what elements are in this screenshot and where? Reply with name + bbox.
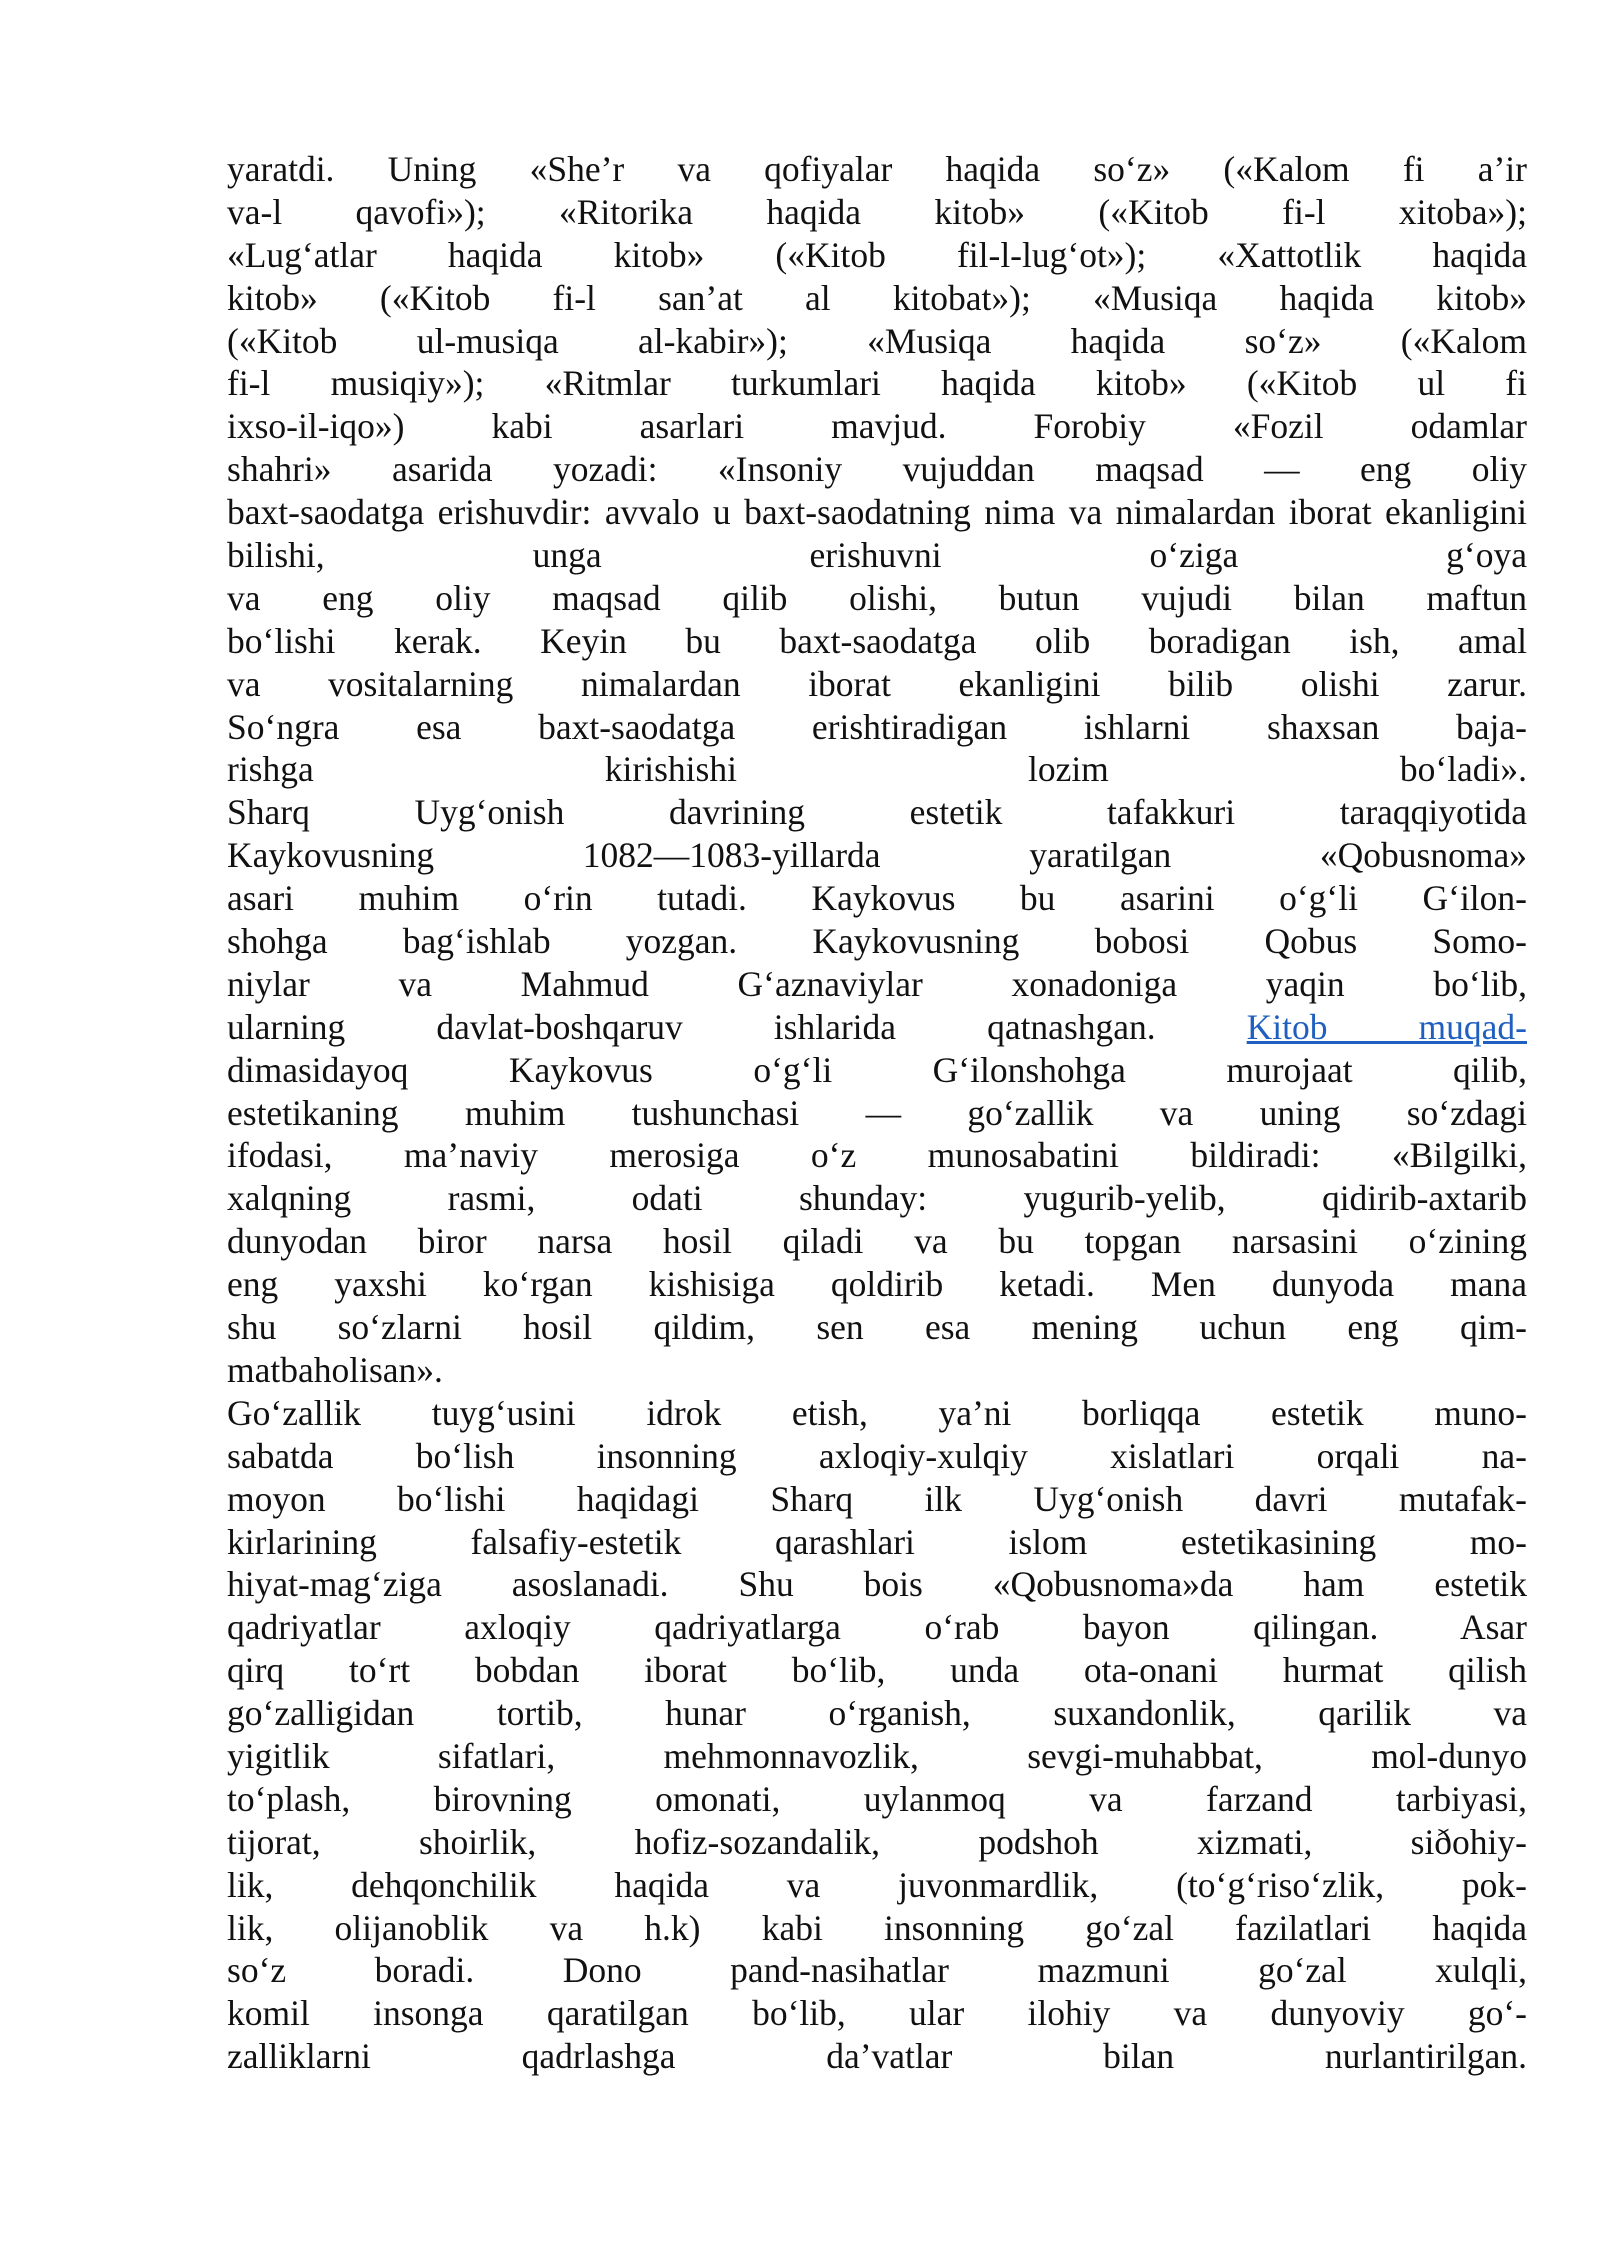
text-line: zalliklarni qadrlashga da’vatlar bilan nurlantirilgan. [227, 2036, 1527, 2077]
text-line: so‘z boradi. Dono pand-nasihatlar mazmuni go‘zal xulqli, [227, 1950, 1527, 1991]
text-line: rishga kirishishi lozim bo‘ladi». [227, 749, 1527, 790]
text-line: to‘plash, birovning omonati, uylanmoq va farzand tarbiyasi, [227, 1778, 1527, 1819]
text-line: So‘ngra esa baxt-saodatga erishtiradigan ishlarni shaxsan baja- [227, 706, 1527, 747]
text-line: fi-l musiqiy»); «Ritmlar turkumlari haqida kitob» («Kitob ul fi [227, 363, 1527, 404]
text-line: dunyodan biror narsa hosil qiladi va bu topgan narsasini o‘zining [227, 1221, 1527, 1262]
text-line: ixso-il-iqo») kabi asarlari mavjud. Forobiy «Fozil odamlar [227, 406, 1527, 447]
text-line: va vositalarning nimalardan iborat ekanligini bilib olishi zarur. [227, 663, 1527, 704]
text-line: bo‘lishi kerak. Keyin bu baxt-saodatga olib boradigan ish, amal [227, 620, 1527, 661]
text-line: «Lug‘atlar haqida kitob» («Kitob fil-l-lug‘ot»); «Xattotlik haqida [227, 234, 1527, 275]
text-line: kitob» («Kitob fi-l san’at al kitobat»); «Musiqa haqida kitob» [227, 277, 1527, 318]
text-line: komil insonga qaratilgan bo‘lib, ular ilohiy va dunyoviy go‘- [227, 1993, 1527, 2034]
text-line: sabatda bo‘lish insonning axloqiy-xulqiy xislatlari orqali na- [227, 1435, 1527, 1476]
document-text [227, 148, 1527, 2078]
text-line: qadriyatlar axloqiy qadriyatlarga o‘rab bayon qilingan. Asar [227, 1607, 1527, 1648]
text-line: Go‘zallik tuyg‘usini idrok etish, ya’ni borliqqa estetik muno- [227, 1392, 1527, 1433]
text-line: qirq to‘rt bobdan iborat bo‘lib, unda ota-onani hurmat qilish [227, 1650, 1527, 1691]
text-line: niylar va Mahmud G‘aznaviylar xonadoniga yaqin bo‘lib, [227, 963, 1527, 1004]
text-line: xalqning rasmi, odati shunday: yugurib-yelib, qidirib-axtarib [227, 1178, 1527, 1219]
text-line: moyon bo‘lishi haqidagi Sharq ilk Uyg‘onish davri mutafak- [227, 1478, 1527, 1519]
text-line: eng yaxshi ko‘rgan kishisiga qoldirib ketadi. Men dunyoda mana [227, 1264, 1527, 1305]
text-line: dimasidayoq Kaykovus o‘g‘li G‘ilonshohga murojaat qilib, [227, 1049, 1527, 1090]
text-line-with-link [227, 1006, 1527, 1049]
text-line: va eng oliy maqsad qilib olishi, butun vujudi bilan maftun [227, 577, 1527, 618]
text-line: yigitlik sifatlari, mehmonnavozlik, sevgi-muhabbat, mol-dunyo [227, 1735, 1527, 1776]
text-line: («Kitob ul-musiqa al-kabir»); «Musiqa haqida so‘z» («Kalom [227, 320, 1527, 361]
text-line: tijorat, shoirlik, hofiz-sozandalik, podshoh xizmati, siðohiy- [227, 1821, 1527, 1862]
text-line: shu so‘zlarni hosil qildim, sen esa mening uchun eng qim- [227, 1307, 1527, 1348]
text-line: yaratdi. Uning «She’r va qofiyalar haqida so‘z» («Kalom fi a’ir [227, 149, 1527, 189]
text-line: go‘zalligidan tortib, hunar o‘rganish, suxandonlik, qarilik va [227, 1693, 1527, 1734]
text-line: estetikaning muhim tushunchasi — go‘zallik va uning so‘zdagi [227, 1092, 1527, 1133]
text-line: hiyat-mag‘ziga asoslanadi. Shu bois «Qobusnoma»da ham estetik [227, 1564, 1527, 1605]
text-line: lik, olijanoblik va h.k) kabi insonning go‘zal fazilatlari haqida [227, 1907, 1527, 1948]
text-line: ifodasi, ma’naviy merosiga o‘z munosabatini bildiradi: «Bilgilki, [227, 1135, 1527, 1176]
text-line: matbaholisan». [227, 1349, 443, 1390]
text-line: bilishi, unga erishuvni o‘ziga g‘oya [227, 535, 1527, 576]
text-line: Sharq Uyg‘onish davrining estetik tafakkuri taraqqiyotida [227, 792, 1527, 833]
text-line: baxt-saodatga erishuvdir: avvalo u baxt-saodatning nima va nimalardan iborat ekanligini [227, 492, 1527, 533]
text-line: va-l qavofi»); «Ritorika haqida kitob» («Kitob fi-l xitoba»); [227, 191, 1527, 232]
text-line: Kaykovusning 1082—1083-yillarda yaratilgan «Qobusnoma» [227, 835, 1527, 876]
text-line: shahri» asarida yozadi: «Insoniy vujuddan maqsad — eng oliy [227, 449, 1527, 490]
text-segment: ularning davlat-boshqaruv ishlarida qatnashgan. [227, 1006, 1156, 1047]
text-line: lik, dehqonchilik haqida va juvonmardlik, (to‘g‘riso‘zlik, pok- [227, 1864, 1527, 1905]
text-line: kirlarining falsafiy-estetik qarashlari islom estetikasining mo- [227, 1521, 1527, 1562]
text-line: shohga bag‘ishlab yozgan. Kaykovusning bobosi Qobus Somo- [227, 921, 1527, 962]
text-line: asari muhim o‘rin tutadi. Kaykovus bu asarini o‘g‘li G‘ilon- [227, 878, 1527, 919]
kitob-muqaddima-link[interactable]: Kitob muqad- [1246, 1006, 1527, 1047]
